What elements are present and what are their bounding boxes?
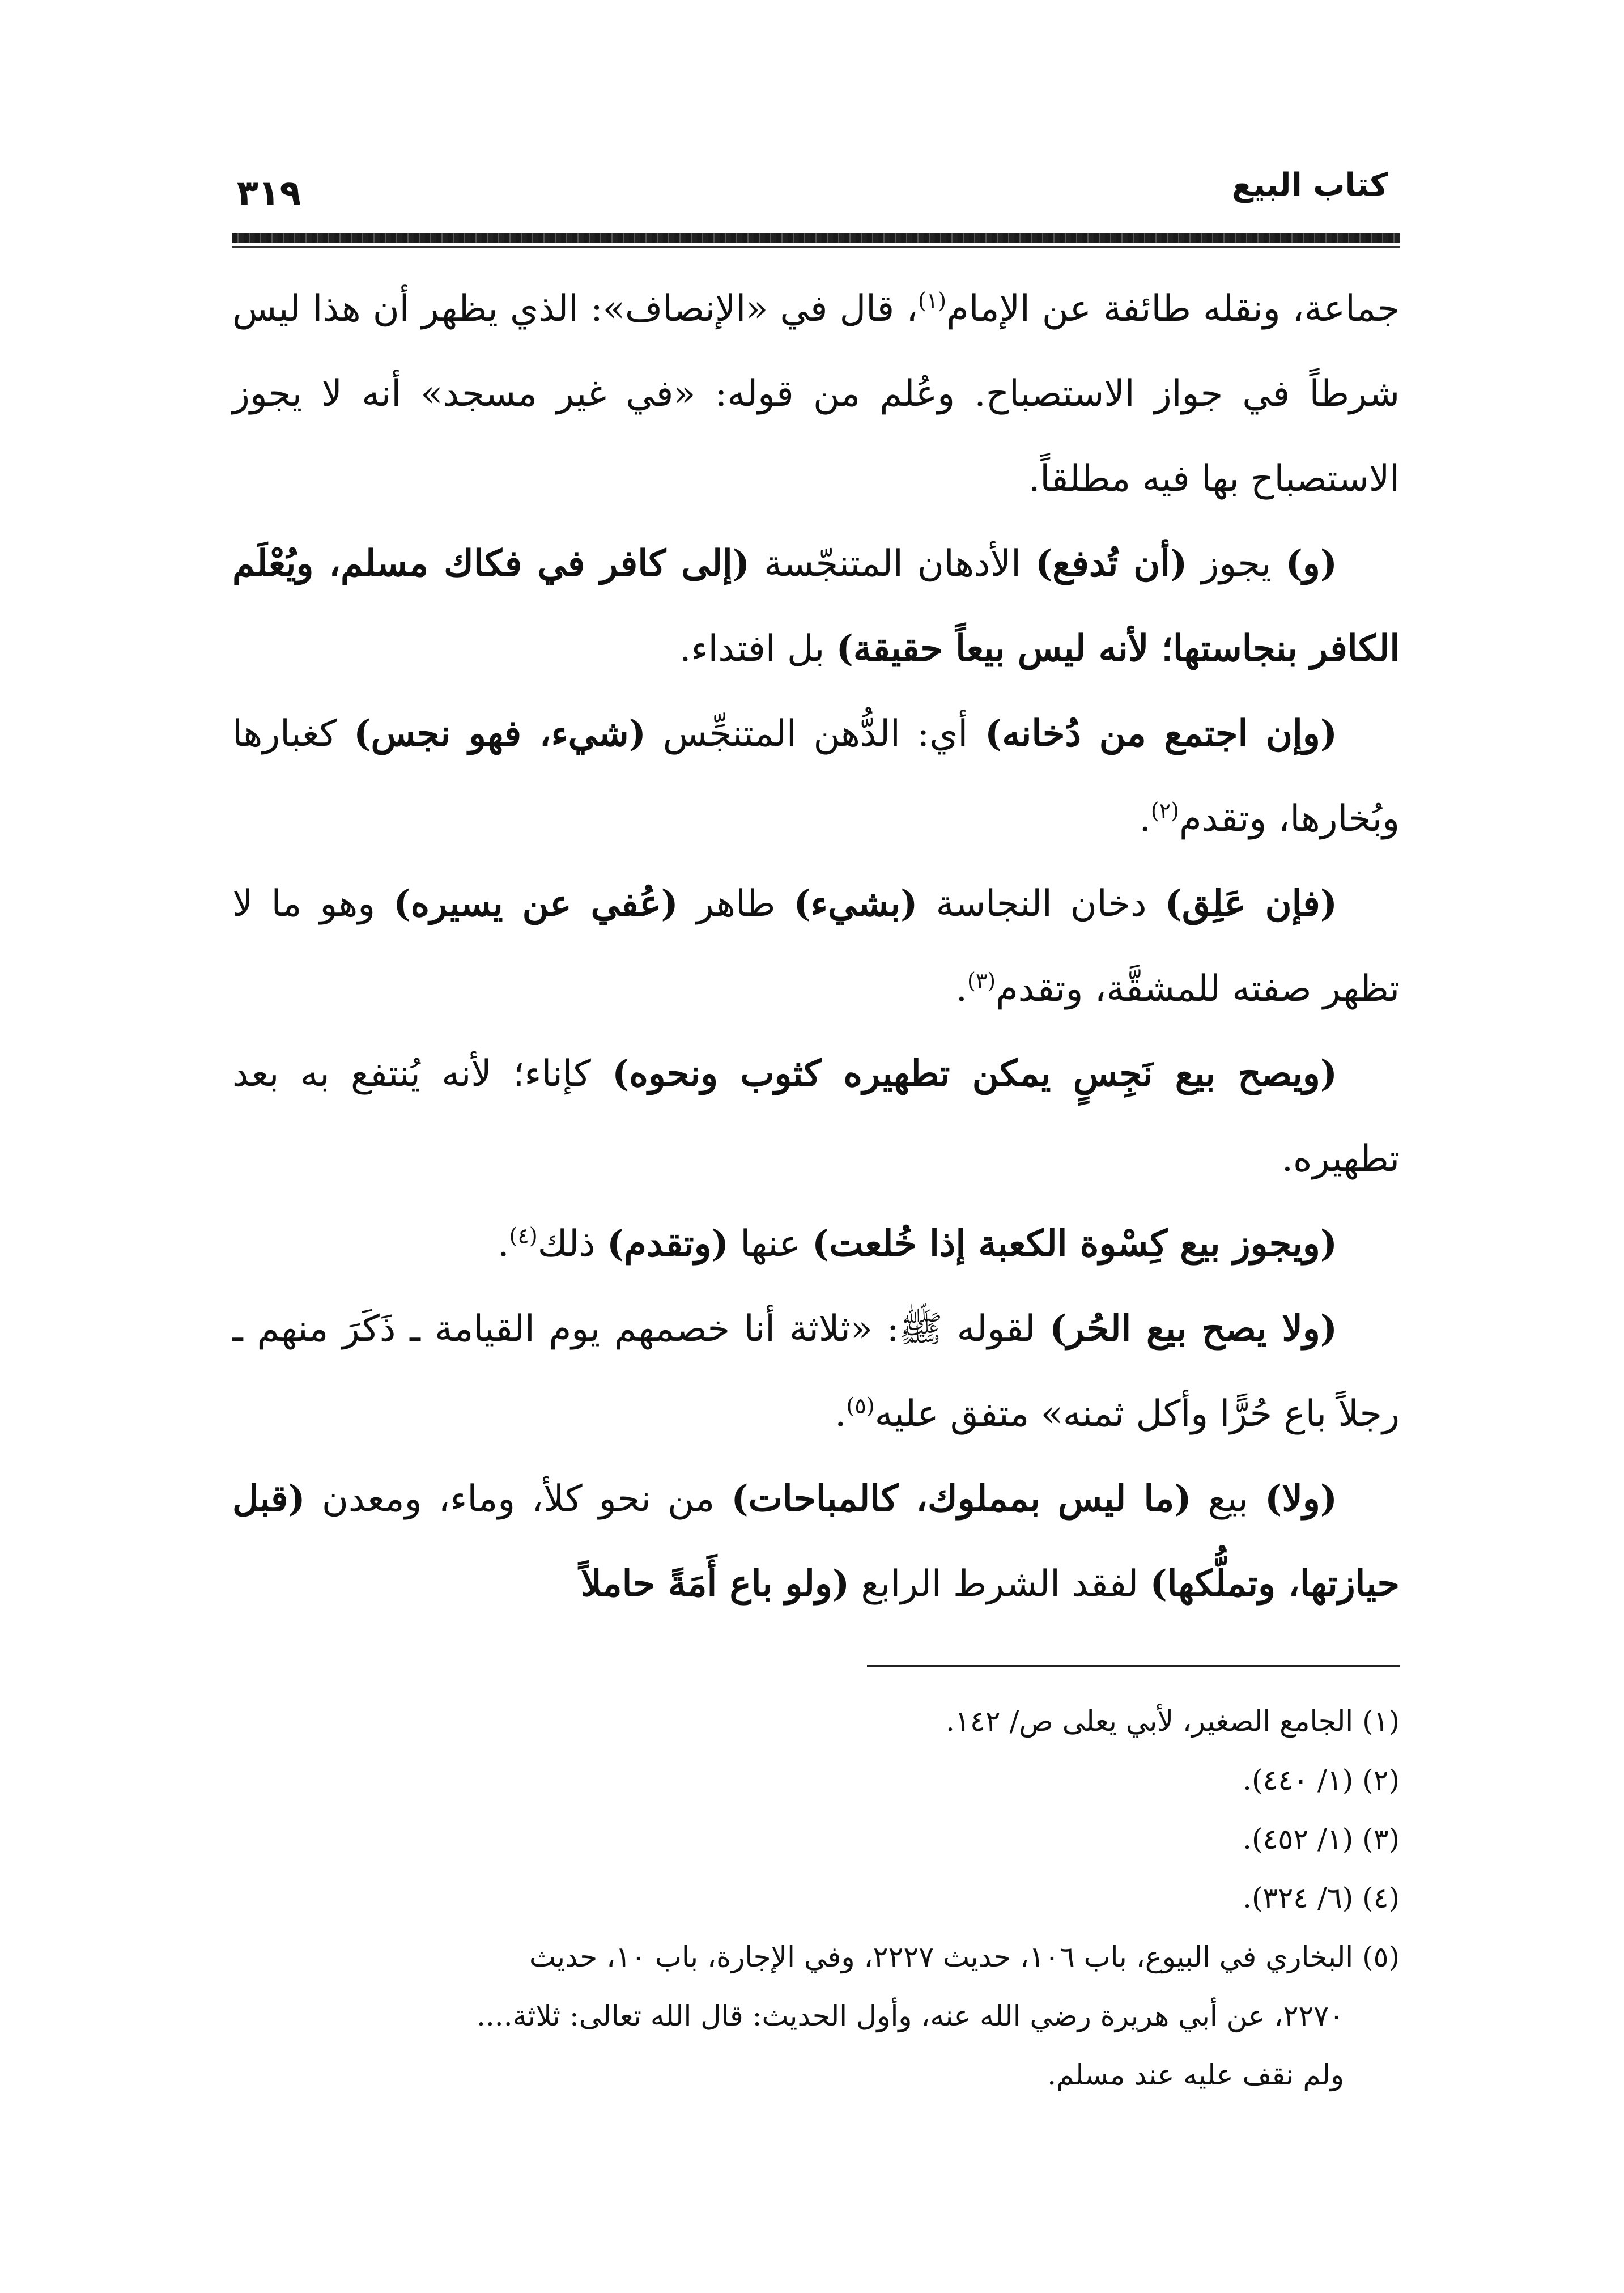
text-run: ، قال في «الإنصاف»: الذي يظهر أن هذا ليس شرطاً في جواز الاستصباح. وعُلم من قوله: «في غير مسجد» أنه لا يجوز الاستصباح بها فيه مطلقاً. <box>232 288 1400 500</box>
page-number: ٣١٩ <box>237 172 301 214</box>
footnote-text: (١/ ٤٤٠). <box>1243 1764 1354 1797</box>
footnote-1 <box>232 1692 1400 1751</box>
bold-text: (إلى كافر في فكاك مسلم، ويُعْلَم الكافر بنجاستها؛ لأنه ليس بيعاً حقيقة) <box>232 542 1400 670</box>
bold-text: (شيء، فهو نجس) <box>354 712 646 755</box>
text-run: . <box>955 968 967 1010</box>
text-run: كإناء؛ لأنه يُنتفع به بعد تطهيره. <box>232 1053 1400 1180</box>
footnote-5 <box>232 1927 1400 1986</box>
footnote-text: البخاري في البيوع، باب ١٠٦، حديث ٢٢٢٧، وفي الإجارة، باب ١٠، حديث <box>529 1940 1354 1973</box>
text-run: . <box>498 1223 509 1265</box>
footnote-number: (٥) <box>1362 1940 1400 1973</box>
page-header <box>232 167 1400 215</box>
bold-text: (ما ليس بمملوك، كالمباحات) <box>731 1477 1192 1520</box>
footnote-2 <box>232 1751 1400 1810</box>
bold-text: (و) <box>1285 542 1338 585</box>
footnote-ref-5: (٥) <box>846 1393 875 1419</box>
footnotes <box>232 1692 1400 2104</box>
text-run: الأدهان المتنجّسة <box>750 543 1035 585</box>
paragraph-5 <box>232 1031 1400 1201</box>
paragraph-4 <box>232 861 1400 1031</box>
book-title: كتاب البيع <box>1231 167 1388 203</box>
paragraph-1 <box>232 266 1400 521</box>
footnote-ref-1: (١) <box>918 288 947 313</box>
footnote-text: (٦/ ٣٢٤). <box>1243 1882 1354 1914</box>
text-run: . <box>1139 798 1151 840</box>
footnote-5-continuation: ولم نقف عليه عند مسلم. <box>1047 2058 1344 2091</box>
footnote-number: (٣) <box>1362 1823 1400 1855</box>
text-run: أي: الدُّهن المتنجِّس <box>645 713 985 755</box>
text-run: ذلك <box>537 1223 607 1265</box>
bold-text: (ويصح بيع نَجِسٍ يمكن تطهيره كثوب ونحوه) <box>612 1052 1338 1095</box>
bold-text: (عُفي عن يسيره) <box>393 882 678 925</box>
bold-text: (ولا) <box>1265 1477 1338 1520</box>
footnote-text: الجامع الصغير، لأبي يعلى ص/ ١٤٢. <box>946 1705 1354 1738</box>
bold-text: (ولا يصح بيع الحُر) <box>1049 1307 1338 1350</box>
bold-text: (بشيء) <box>793 882 918 925</box>
text-run: جماعة، ونقله طائفة عن الإمام <box>946 288 1400 330</box>
text-run: وهو ما لا تظهر صفته للمشقَّة، وتقدم <box>232 883 1400 1010</box>
bold-text: (ولو باع أَمَةً حاملاً <box>581 1562 850 1605</box>
text-run: من نحو كلأ، وماء، ومعدن <box>305 1478 732 1520</box>
text-run: كغبارها وبُخارها، وتقدم <box>232 713 1400 840</box>
footnote-text: (١/ ٤٥٢). <box>1243 1823 1354 1855</box>
bold-text: (فإن عَلِق) <box>1164 882 1337 925</box>
footnote-separator <box>867 1665 1400 1667</box>
footnote-number: (١) <box>1362 1705 1400 1738</box>
paragraph-6 <box>232 1201 1400 1286</box>
paragraph-8 <box>232 1457 1400 1627</box>
text-run: بل افتداء. <box>679 628 836 670</box>
main-text <box>232 266 1400 1627</box>
footnote-number: (٤) <box>1362 1882 1400 1914</box>
text-run: عنها <box>728 1223 813 1265</box>
footnote-ref-3: (٣) <box>967 968 996 993</box>
text-run: بيع <box>1191 1478 1265 1520</box>
header-rule <box>232 233 1400 243</box>
paragraph-3 <box>232 691 1400 861</box>
footnote-ref-4: (٤) <box>509 1223 538 1249</box>
text-run: دخان النجاسة <box>917 883 1165 925</box>
text-run: طاهر <box>678 883 794 925</box>
footnote-ref-2: (٢) <box>1150 798 1179 823</box>
footnote-4 <box>232 1869 1400 1927</box>
header-rule-thin <box>232 246 1400 248</box>
text-run: يجوز <box>1187 543 1286 585</box>
paragraph-2 <box>232 521 1400 691</box>
paragraph-7 <box>232 1286 1400 1457</box>
page <box>232 0 1400 2293</box>
bold-text: (وتقدم) <box>606 1222 729 1265</box>
bold-text: (وإن اجتمع من دُخانه) <box>984 712 1337 755</box>
text-run: لقوله ﷺ: «ثلاثة أنا خصمهم يوم القيامة ـ ذَكَرَ منهم ـ رجلاً باع حُرًّا وأكل ثمنه» متفق عليه <box>232 1308 1400 1435</box>
footnote-3 <box>232 1810 1400 1869</box>
footnote-5-continuation: ٢٢٧٠، عن أبي هريرة رضي الله عنه، وأول الحديث: قال الله تعالى: ثلاثة.... <box>477 1999 1344 2032</box>
footnote-number: (٢) <box>1362 1764 1400 1797</box>
bold-text: (ويجوز بيع كِسْوة الكعبة إذا خُلعت) <box>812 1222 1337 1265</box>
text-run: لفقد الشرط الرابع <box>849 1563 1150 1605</box>
bold-text: (قبل حيازتها، وتملُّكها) <box>232 1477 1400 1605</box>
bold-text: (أن تُدفع) <box>1035 542 1188 585</box>
text-run: . <box>835 1393 847 1435</box>
